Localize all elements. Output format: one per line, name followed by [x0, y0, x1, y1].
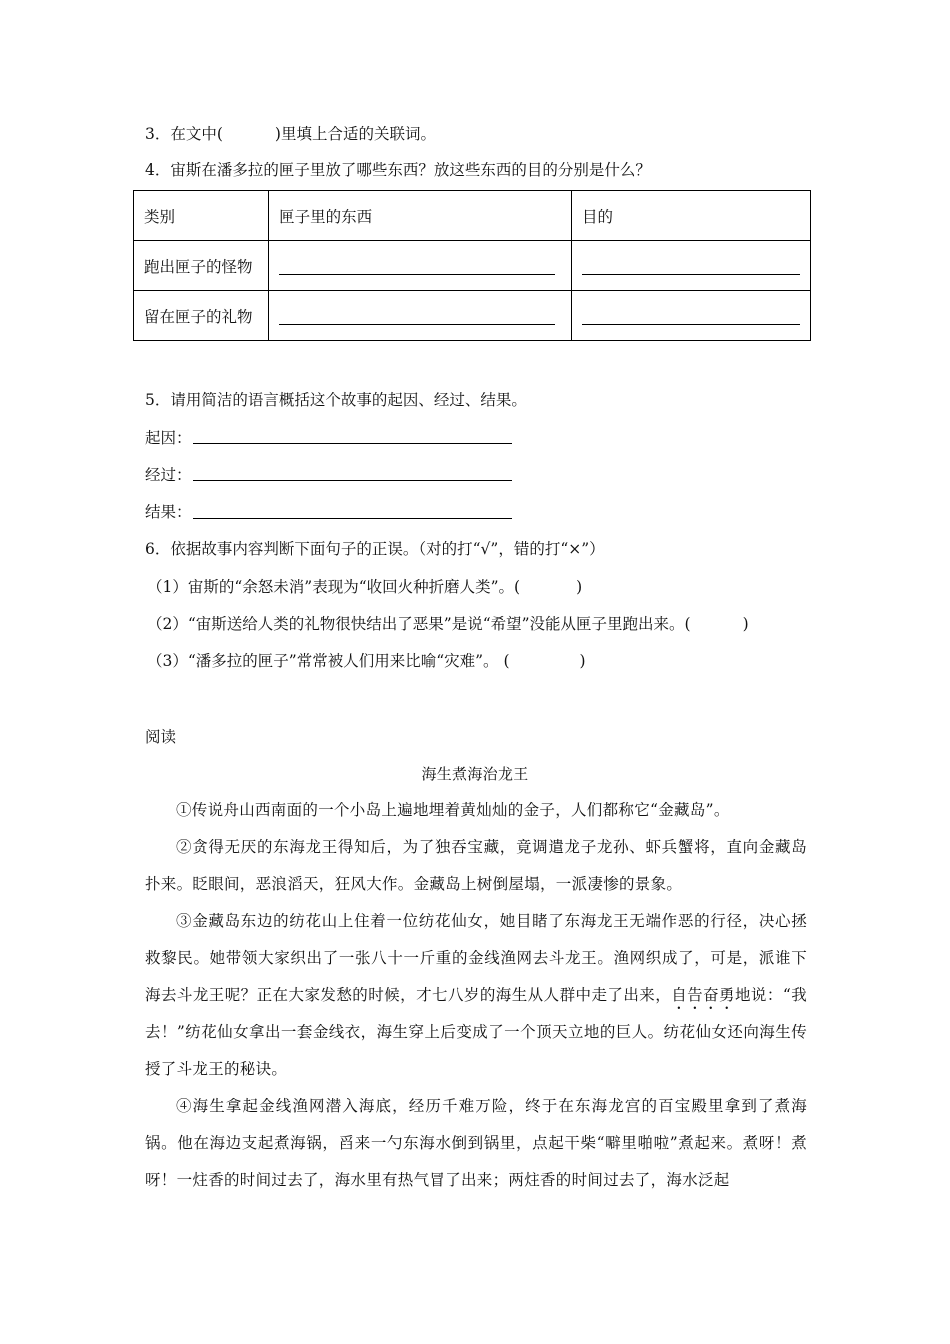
item-1-text: （1）宙斯的“余怒未消”表现为“收回火种折磨人类”。(: [147, 578, 521, 596]
table-row: [134, 241, 811, 291]
item-3-close: ): [579, 652, 586, 670]
process-label: 经过：: [145, 466, 192, 484]
story-paragraph-2: ②贪得无厌的东海龙王得知后，为了独吞宝藏，竟调遣龙子龙孙、虾兵蟹将，直向金藏岛扑来。眨眼间，恶浪滔天，狂风大作。金藏岛上树倒屋塌，一派凄惨的景象。: [145, 838, 807, 893]
result-label: 结果：: [145, 503, 192, 521]
row-label-gifts: 留在匣子的礼物: [134, 291, 269, 341]
answer-blank[interactable]: [572, 291, 811, 341]
paragraph-3-part-1: ③金藏岛东边的纺花山上住着一位纺花仙女，她目睹了东海龙王无端作恶的行径，决心拯救黎民。她带领大家织出了一张八十一斤重的金线渔网去斗龙王。渔网织成了，可是，派谁下海去斗龙王呢？正在大家发愁的时候，才七八岁的海生从人群中走了出来，: [145, 912, 807, 1004]
story-paragraph-3: [145, 903, 807, 1088]
cause-answer-line[interactable]: [193, 443, 512, 444]
answer-blank[interactable]: [572, 241, 811, 291]
dotted-word: 自告奋勇: [671, 986, 735, 1004]
paragraph-3-part-2: 地说：“我去！”纺花仙女拿出一套金线衣，海生穿上后变成了一个顶天立地的巨人。纺花仙女还向海生传授了斗龙王的秘诀。: [145, 986, 807, 1078]
question-6-item-1: [147, 577, 582, 597]
row-label-monsters: 跑出匣子的怪物: [134, 241, 269, 291]
cause-label: 起因：: [145, 429, 192, 447]
question-6-item-2: [147, 614, 749, 634]
header-items: 匣子里的东西: [269, 191, 572, 241]
question-3: [145, 124, 436, 144]
item-2-text: （2）“宙斯送给人类的礼物很快结出了恶果”是说“希望”没能从匣子里跑出来。(: [147, 615, 691, 633]
item-3-text: （3）“潘多拉的匣子”常常被人们用来比喻“灾难”。 (: [147, 652, 510, 670]
header-purpose: 目的: [572, 191, 811, 241]
header-category: 类别: [134, 191, 269, 241]
item-2-close: ): [742, 615, 749, 633]
result-answer-line[interactable]: [193, 518, 512, 519]
process-answer-line[interactable]: [193, 480, 512, 481]
question-3-suffix: )里填上合适的关联词。: [274, 125, 436, 143]
question-5: 5．请用简洁的语言概括这个故事的起因、经过、结果。: [145, 391, 527, 409]
table-row: [134, 291, 811, 341]
item-1-close: ): [576, 578, 583, 596]
question-6: 6．依据故事内容判断下面句子的正误。（对的打“√”，错的打“×”）: [145, 540, 605, 558]
story-title: 海生煮海治龙王: [421, 765, 529, 783]
story-paragraph-4: ④海生拿起金线渔网潜入海底，经历千难万险，终于在东海龙宫的百宝殿里拿到了煮海锅。他在海边支起煮海锅，舀来一勺东海水倒到锅里，点起干柴“噼里啪啦”煮起来。煮呀！煮呀！一炷香的时间过去了，海水里有热气冒了出来；两炷香的时间过去了，海水泛起: [145, 1097, 807, 1189]
question-4: 4．宙斯在潘多拉的匣子里放了哪些东西？放这些东西的目的分别是什么？: [145, 161, 651, 179]
table-header-row: [134, 191, 811, 241]
question-4-table: [133, 190, 811, 341]
story-paragraph-1: ①传说舟山西南面的一个小岛上遍地埋着黄灿灿的金子，人们都称它“金藏岛”。: [176, 801, 730, 819]
question-6-item-3: [147, 651, 586, 671]
question-3-prefix: 3．在文中(: [145, 125, 223, 143]
reading-section-label: 阅读: [145, 728, 177, 746]
answer-blank[interactable]: [269, 291, 572, 341]
answer-blank[interactable]: [269, 241, 572, 291]
